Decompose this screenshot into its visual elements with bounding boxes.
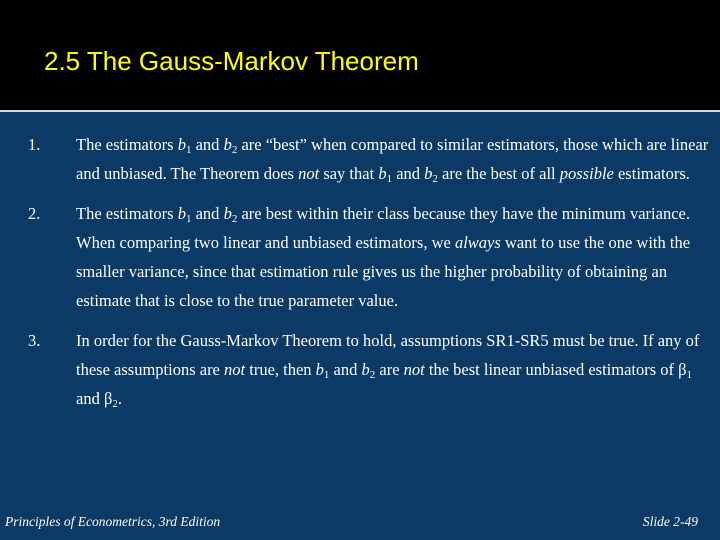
- emphasis-text: b: [177, 135, 186, 154]
- emphasis-text: b: [315, 360, 324, 379]
- list-item: [28, 326, 712, 413]
- subscript: 1: [386, 173, 393, 185]
- emphasis-text: b: [223, 135, 232, 154]
- text-segment: the best linear unbiased estimators of β: [424, 360, 687, 379]
- emphasis-text: b: [177, 204, 186, 223]
- item-text: [76, 326, 712, 413]
- title-bar: [0, 0, 720, 110]
- subscript: 2: [112, 398, 118, 410]
- text-segment: The estimators: [76, 204, 178, 223]
- item-number: 2.: [28, 204, 41, 223]
- text-segment: and: [191, 204, 224, 223]
- subscript: 2: [369, 369, 376, 381]
- item-text: [76, 130, 712, 188]
- subscript: 2: [231, 213, 238, 225]
- text-segment: are: [375, 360, 404, 379]
- subscript: 1: [323, 369, 330, 381]
- numbered-list: [28, 130, 712, 424]
- emphasis-text: not: [403, 360, 425, 379]
- subscript: 1: [686, 369, 693, 381]
- item-number: 3.: [28, 331, 41, 350]
- text-segment: and: [329, 360, 362, 379]
- emphasis-text: not: [224, 360, 246, 379]
- emphasis-text: always: [454, 233, 501, 252]
- item-text: [76, 199, 712, 315]
- slide-title: 2.5 The Gauss-Markov Theorem: [44, 46, 419, 76]
- text-segment: want to use the one with the smaller variance, since that estimation rule gives us the higher probability of obtaining an estimate that is close to the true parameter value.: [76, 233, 691, 310]
- text-segment: and β: [76, 389, 113, 408]
- list-item: [28, 199, 712, 315]
- text-segment: and: [392, 164, 425, 183]
- text-segment: say that: [319, 164, 379, 183]
- title-divider: [0, 110, 720, 112]
- text-segment: true, then: [245, 360, 316, 379]
- emphasis-text: b: [424, 164, 433, 183]
- text-segment: In order for the Gauss-Markov Theorem to hold, assumptions SR1-SR5 must be true. If any of these assumptions are: [76, 331, 700, 379]
- text-segment: are “best” when compared to similar estimators, those which are linear and unbiased. The Theorem does: [76, 135, 709, 183]
- text-segment: and: [191, 135, 224, 154]
- list-item: [28, 130, 712, 188]
- text-segment: .: [117, 389, 122, 408]
- item-number: 1.: [28, 135, 41, 154]
- subscript: 2: [432, 173, 438, 185]
- emphasis-text: b: [223, 204, 232, 223]
- emphasis-text: possible: [559, 164, 614, 183]
- emphasis-text: b: [361, 360, 370, 379]
- subscript: 1: [185, 213, 192, 225]
- emphasis-text: b: [378, 164, 387, 183]
- footer-book-title: Principles of Econometrics, 3rd Edition: [5, 514, 221, 529]
- text-segment: are best within their class because they have the minimum variance. When comparing two linear and unbiased estimators, we: [76, 204, 690, 252]
- footer-slide-number: Slide 2-49: [642, 514, 698, 529]
- text-segment: The estimators: [76, 135, 178, 154]
- text-segment: estimators.: [613, 164, 690, 183]
- text-segment: are the best of all: [437, 164, 560, 183]
- subscript: 2: [231, 144, 238, 156]
- emphasis-text: not: [298, 164, 320, 183]
- subscript: 1: [185, 144, 192, 156]
